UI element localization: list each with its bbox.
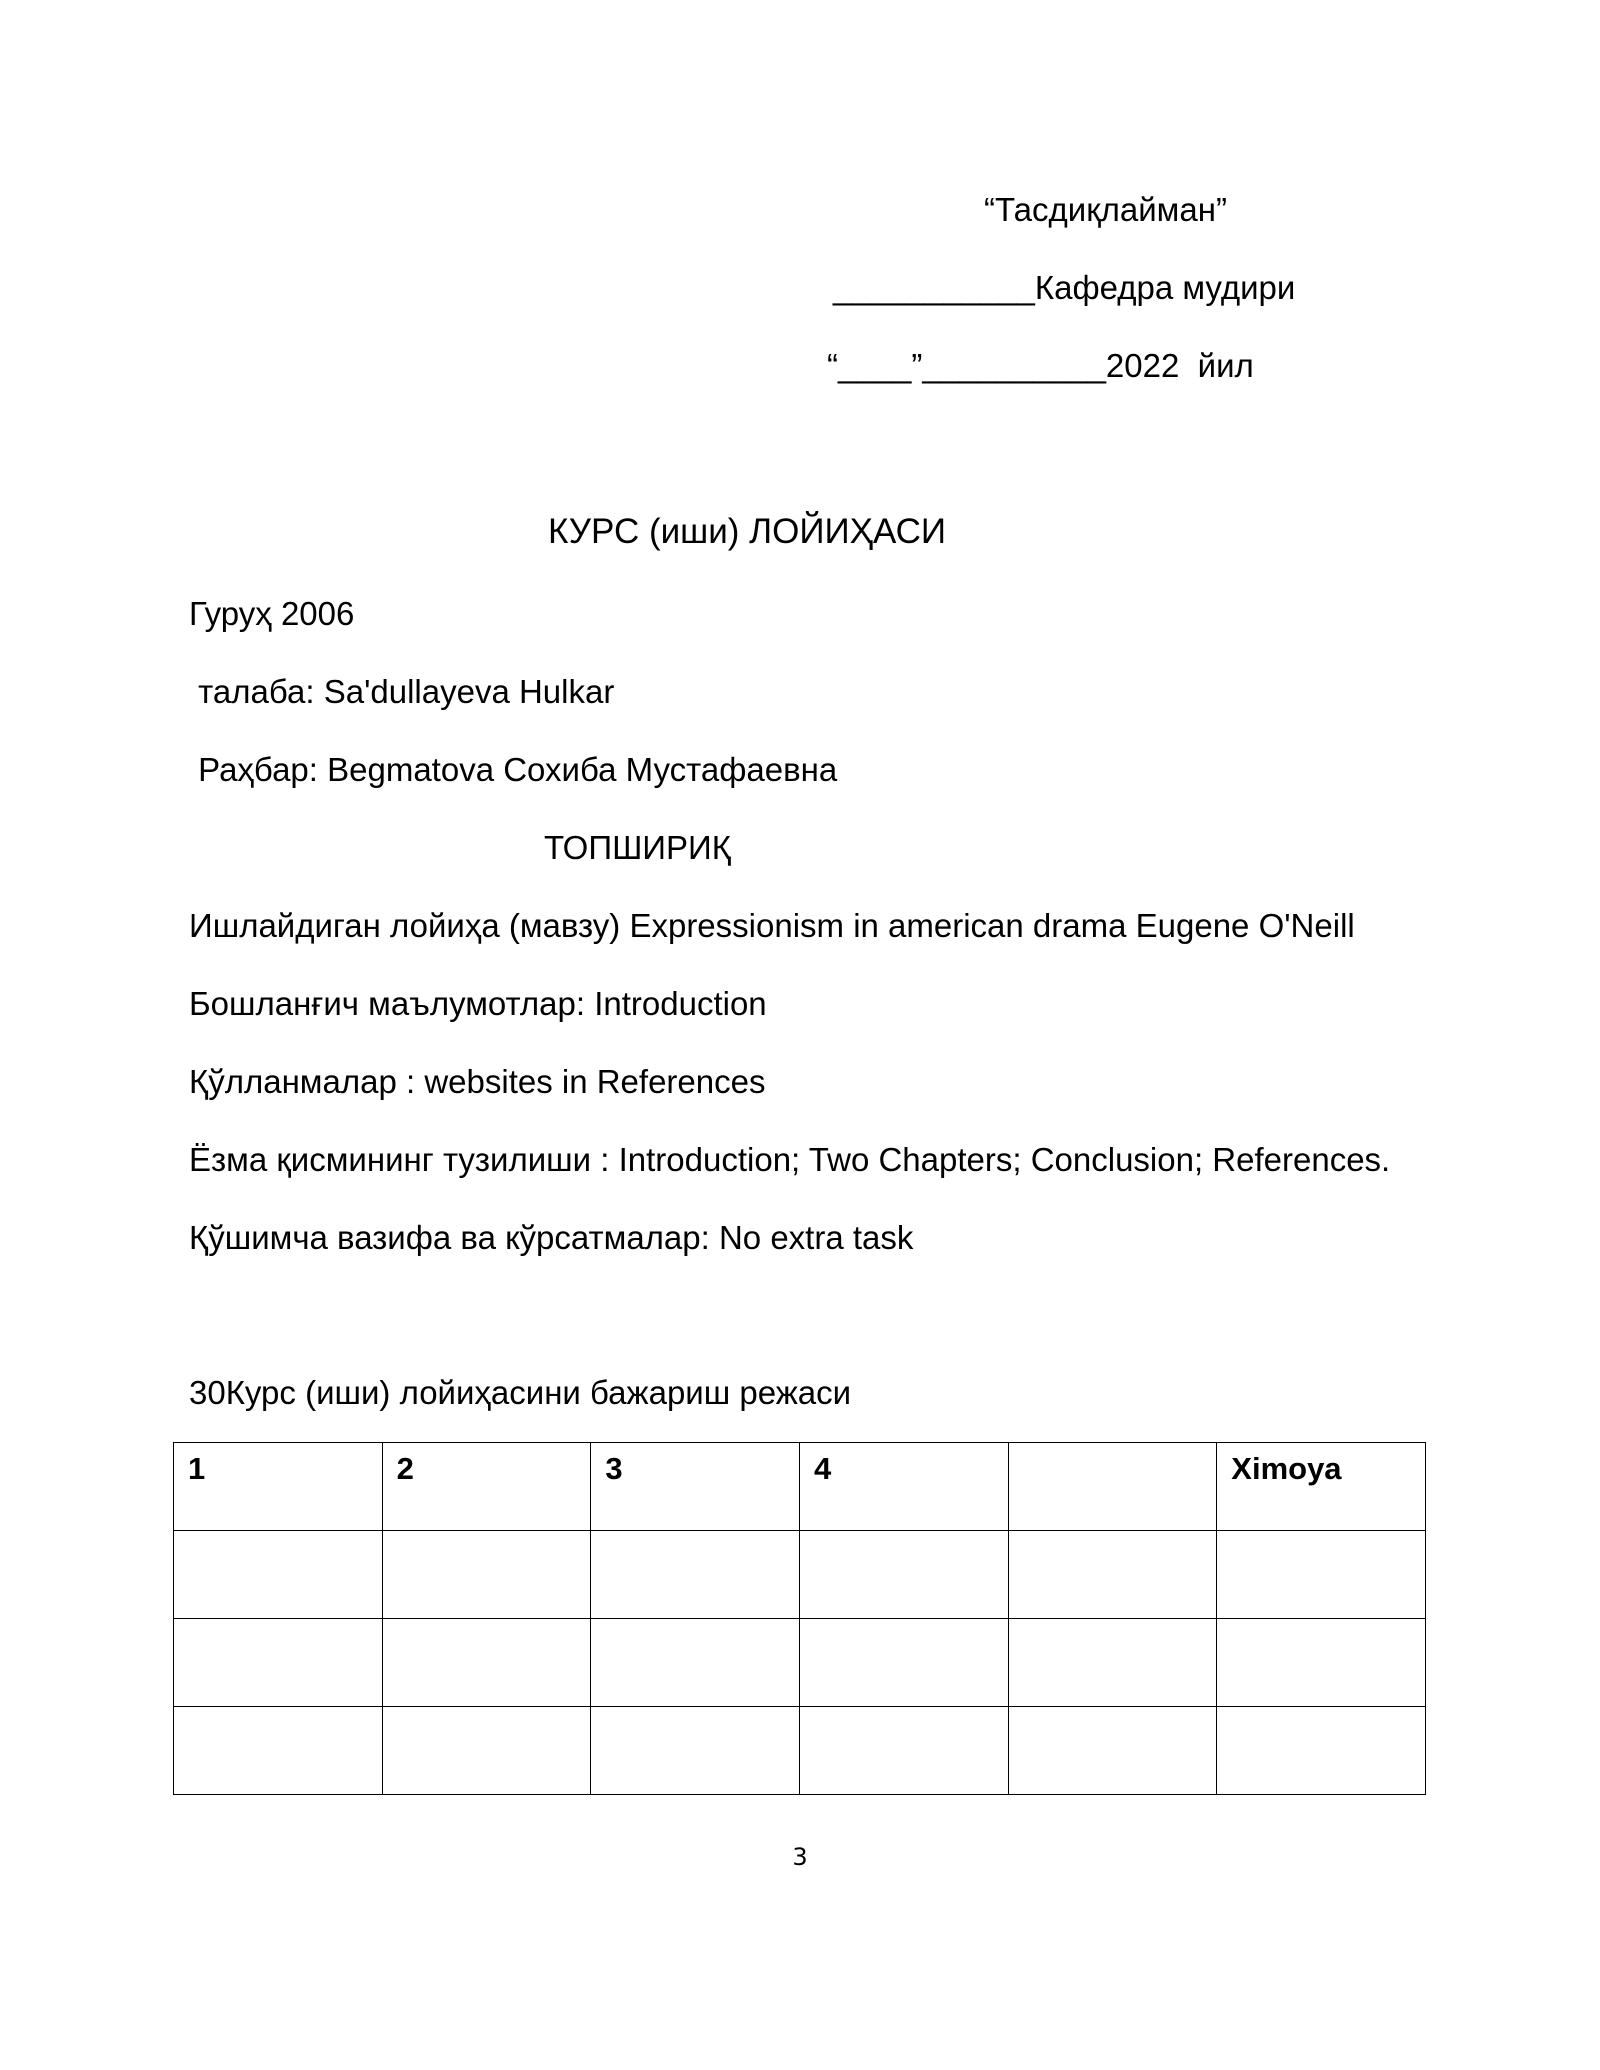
page-number: 3 (792, 1843, 808, 1871)
topic-field: Ишлайдиган лойиҳа (мавзу) Expressionism in american drama Eugene O'Neill (189, 907, 1355, 944)
plan-heading: 30Курс (иши) лойиҳасини бажариш режаси (189, 1374, 852, 1411)
table-cell (1008, 1531, 1217, 1619)
department-head-signature-line: ___________Кафедра мудири (833, 269, 1296, 306)
assignment-heading: ТОПШИРИҚ (544, 829, 731, 866)
table-header-cell: 3 (591, 1443, 800, 1531)
table-header-cell: 1 (174, 1443, 383, 1531)
student-field: талаба: Sa'dullayeva Hulkar (189, 673, 615, 710)
table-cell (1008, 1707, 1217, 1795)
table-cell (1008, 1619, 1217, 1707)
initial-data-field: Бошланғич маълумотлар: Introduction (189, 985, 767, 1022)
supervisor-field: Раҳбар: Begmatova Сохиба Мустафаевна (189, 751, 838, 788)
table-header-row (174, 1443, 1426, 1531)
table-cell (382, 1531, 591, 1619)
extra-tasks-field: Қўшимча вазифа ва кўрсатмалар: No extra task (189, 1219, 914, 1256)
table-cell (591, 1531, 800, 1619)
approval-date-line: “____”__________2022 йил (827, 347, 1254, 384)
table-cell (1217, 1619, 1426, 1707)
table-cell (1217, 1707, 1426, 1795)
table-cell (382, 1619, 591, 1707)
table-cell (1217, 1531, 1426, 1619)
table-cell (174, 1531, 383, 1619)
table-row (174, 1707, 1426, 1795)
table-row (174, 1531, 1426, 1619)
structure-field: Ёзма қисмининг тузилиши : Introduction; Two Chapters; Conclusion; References. (189, 1141, 1391, 1178)
group-field: Гуруҳ 2006 (189, 595, 355, 632)
table-cell (591, 1619, 800, 1707)
table-cell (799, 1707, 1008, 1795)
table-row (174, 1619, 1426, 1707)
manuals-field: Қўлланмалар : websites in References (189, 1063, 766, 1100)
plan-table (173, 1442, 1426, 1795)
approval-title: “Тасдиқлайман” (984, 191, 1227, 228)
table-cell (382, 1707, 591, 1795)
table-cell (799, 1619, 1008, 1707)
table-header-cell (1008, 1443, 1217, 1531)
table-header-cell: 2 (382, 1443, 591, 1531)
table-header-cell: 4 (799, 1443, 1008, 1531)
table-cell (174, 1707, 383, 1795)
document-title: КУРС (иши) ЛОЙИҲАСИ (548, 512, 947, 551)
table-header-cell: Ximoya (1217, 1443, 1426, 1531)
table-cell (591, 1707, 800, 1795)
table-cell (174, 1619, 383, 1707)
table-cell (799, 1531, 1008, 1619)
